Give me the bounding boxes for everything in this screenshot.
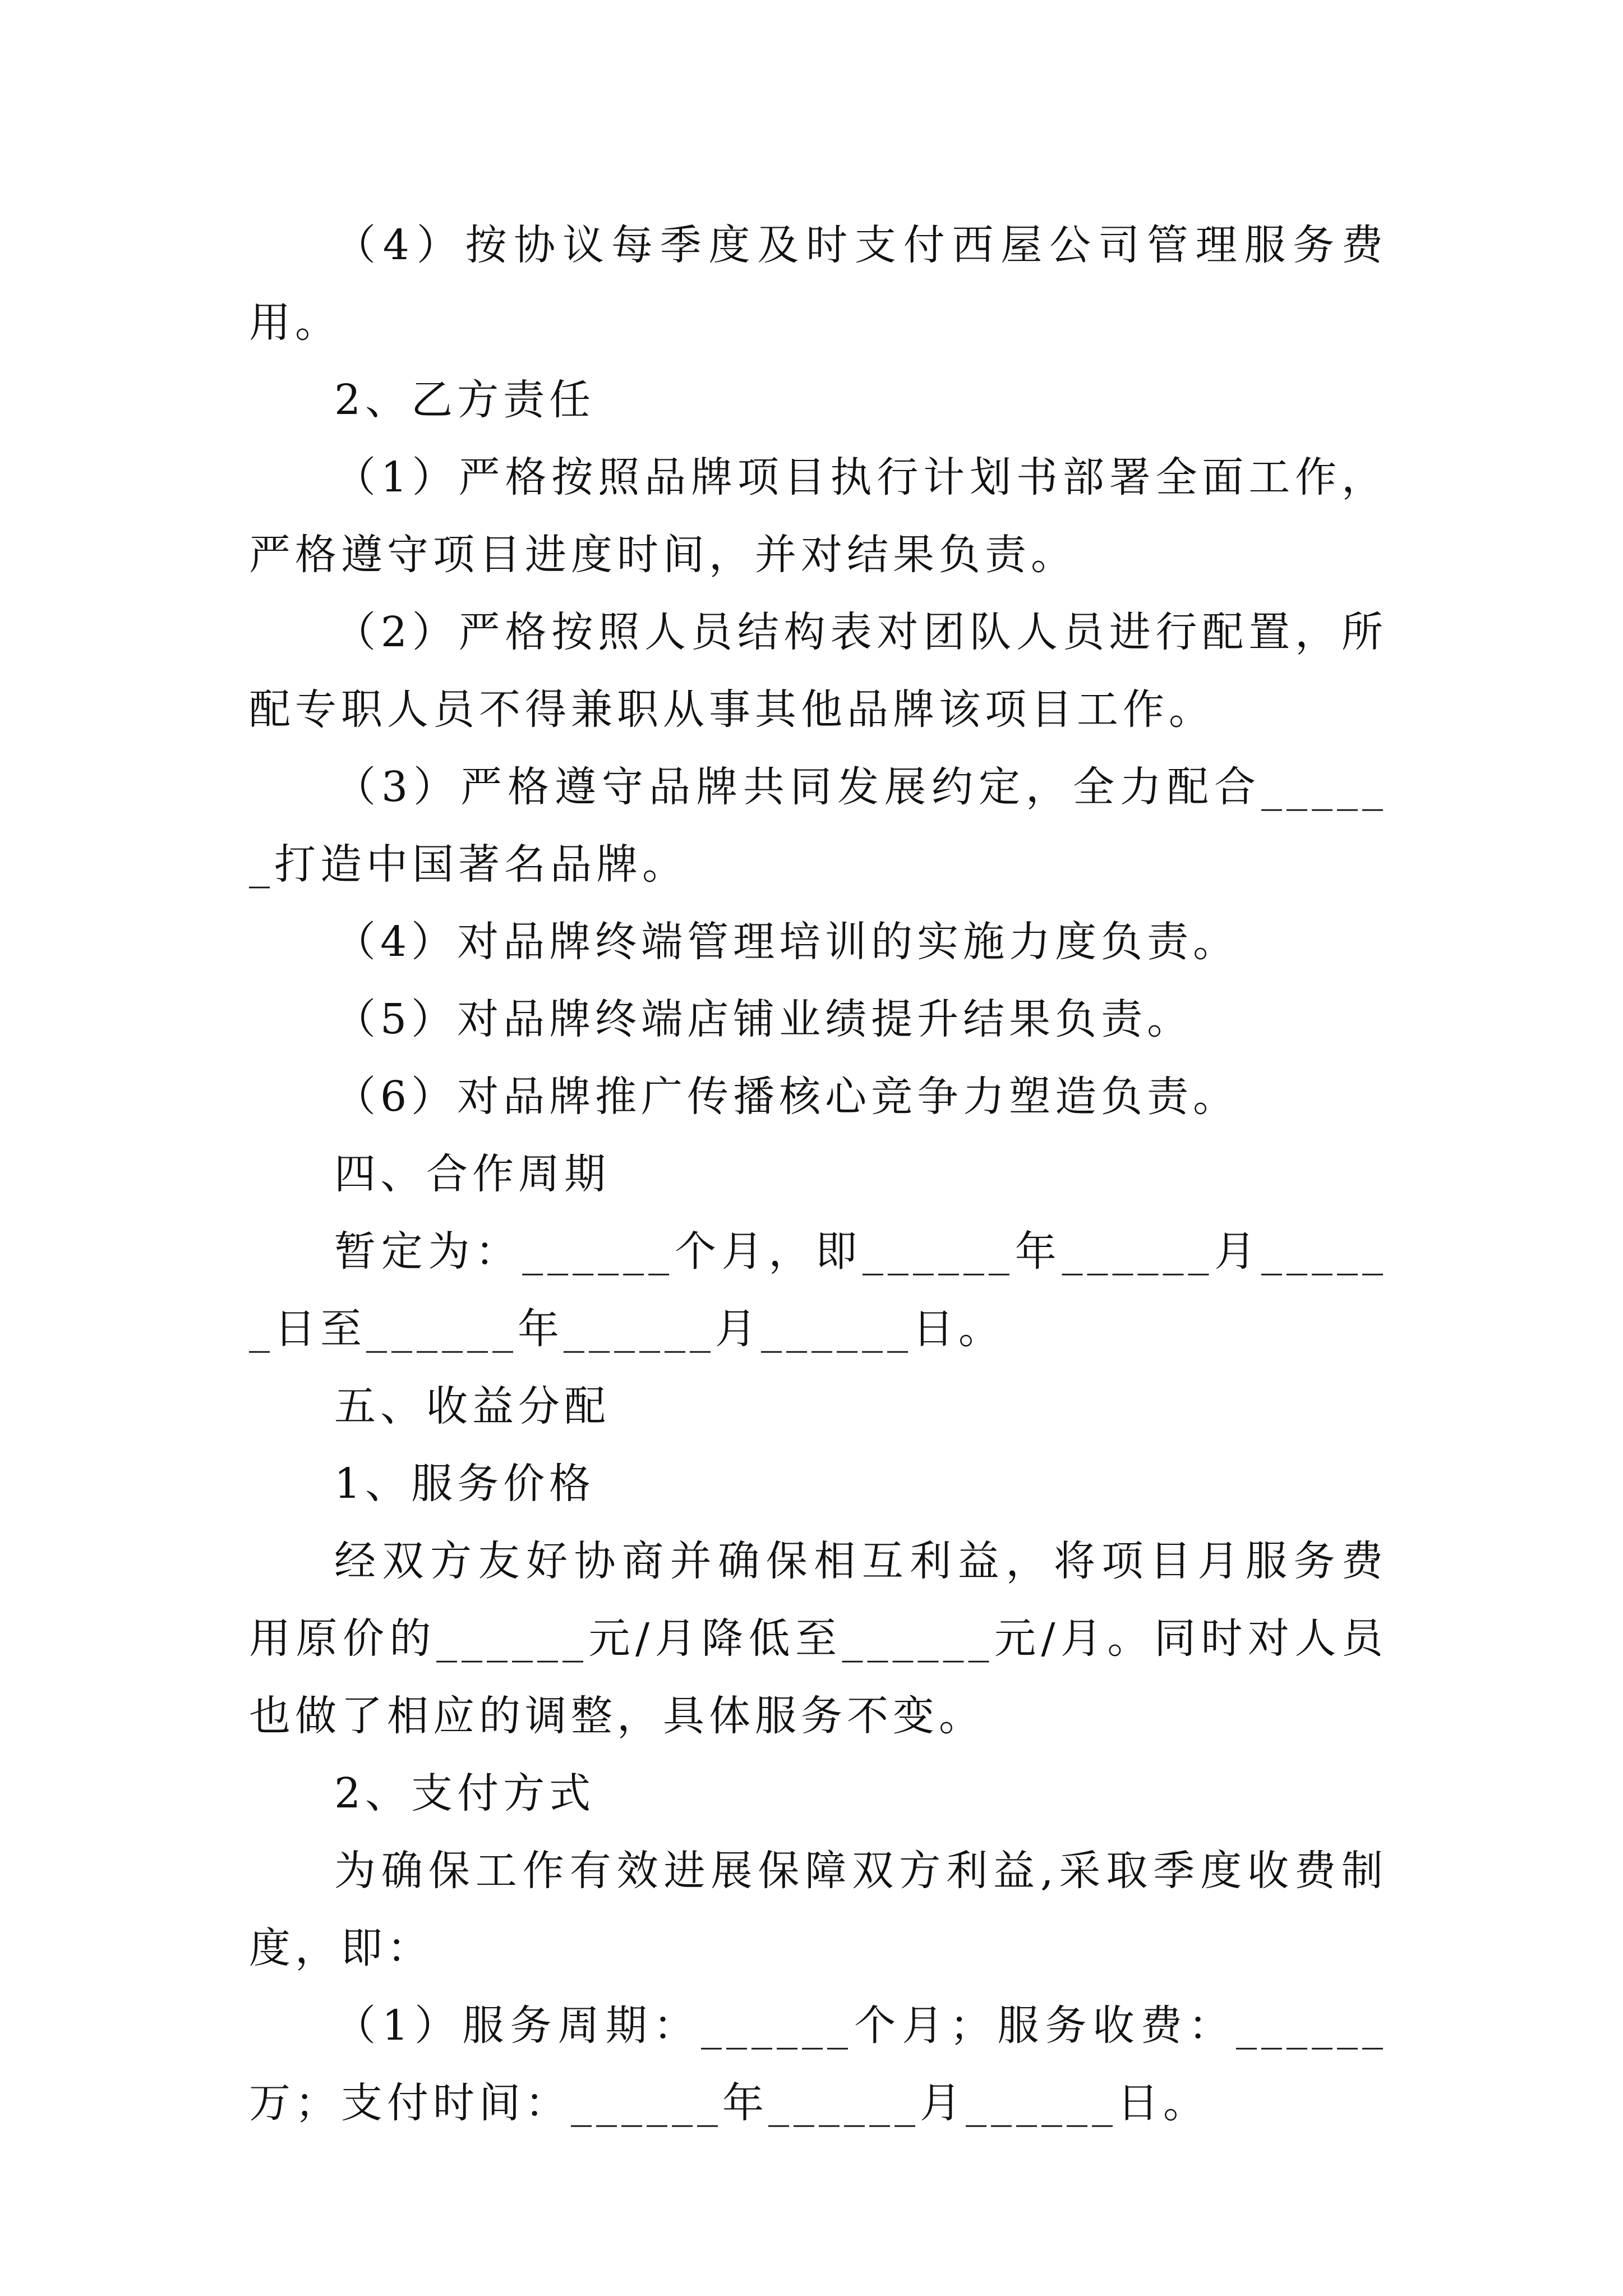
item-staffing: （2）严格按照人员结构表对团队人员进行配置，所配专职人员不得兼职从事其他品牌该项目工作。 [249, 608, 1387, 734]
item-training: （4）对品牌终端管理培训的实施力度负责。 [334, 918, 1239, 966]
section-party-b-responsibility: 2、乙方责任 [334, 376, 596, 424]
item-execution-plan: （1）严格按照品牌项目执行计划书部署全面工作，严格遵守项目进度时间，并对结果负责。 [249, 453, 1387, 579]
service-price-text: 经双方友好协商并确保相互利益，将项目月服务费用原价的______元/月降低至______元/月。同时对人员也做了相应的调整，具体服务不变。 [249, 1537, 1387, 1740]
item-brand-promotion: （6）对品牌推广传播核心竞争力塑造负责。 [334, 1073, 1239, 1121]
item-brand-cooperation: （3）严格遵守品牌共同发展约定，全力配合______打造中国著名品牌。 [249, 763, 1387, 889]
heading-revenue-distribution: 五、收益分配 [334, 1382, 610, 1430]
cooperation-period-text: 暂定为：______个月，即______年______月______日至______年______月______日。 [249, 1227, 1387, 1353]
payment-method-text: 为确保工作有效进展保障双方利益,采取季度收费制度，即： [249, 1847, 1387, 1972]
item-service-cycle: （1）服务周期：______个月；服务收费：______万；支付时间：______年______月______日。 [249, 2001, 1387, 2127]
item-store-performance: （5）对品牌终端店铺业绩提升结果负责。 [334, 995, 1193, 1043]
document-body [249, 206, 1387, 2142]
section-service-price: 1、服务价格 [334, 1460, 596, 1508]
item-payment-fee: （4）按协议每季度及时支付西屋公司管理服务费用。 [249, 221, 1387, 347]
heading-cooperation-period: 四、合作周期 [334, 1150, 610, 1198]
section-payment-method: 2、支付方式 [334, 1769, 596, 1818]
